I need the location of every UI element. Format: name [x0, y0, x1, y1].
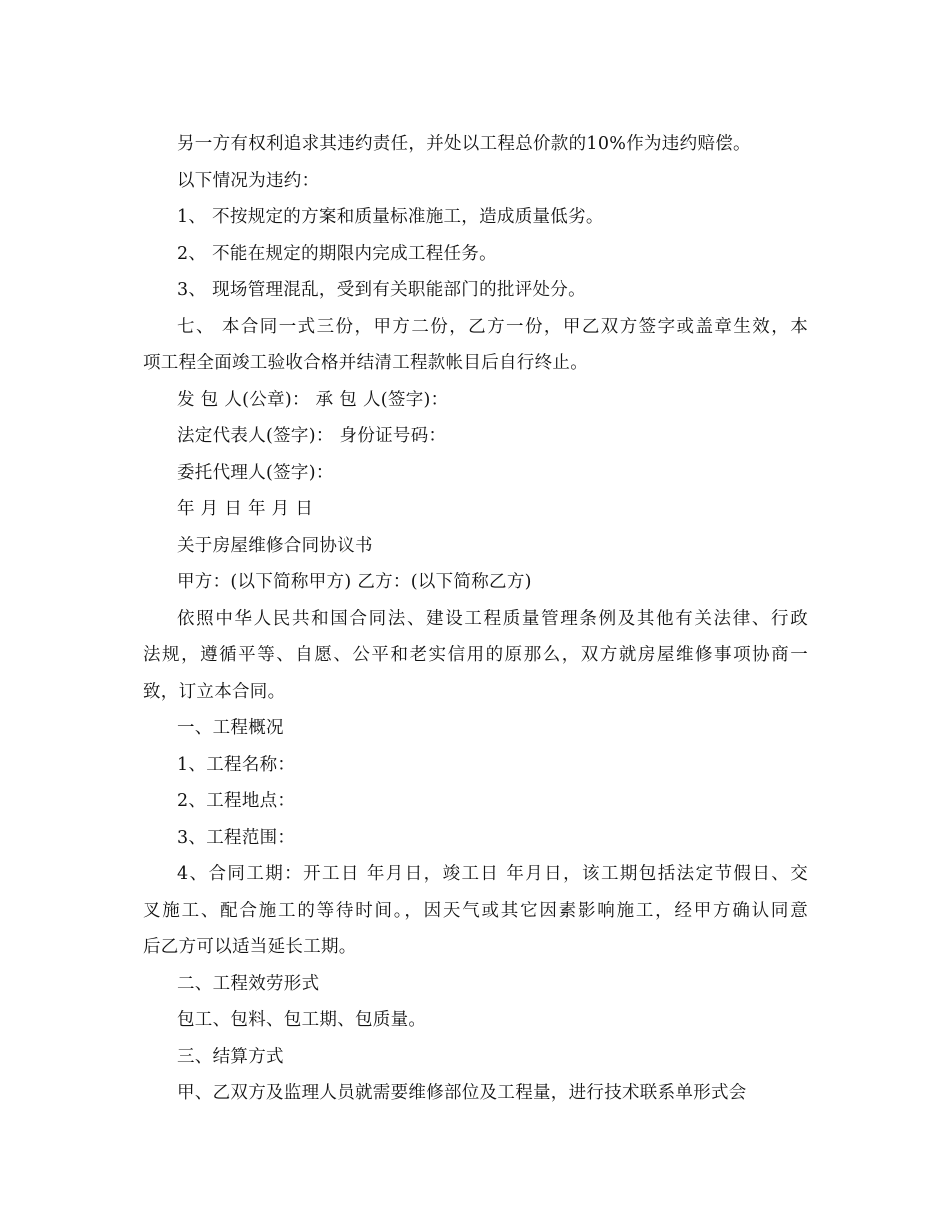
- section-heading: 二、工程效劳形式: [177, 973, 320, 994]
- text-line: 法规，遵循平等、自愿、公平和老实信用的原那么，双方就房屋维修事项协商一: [143, 645, 808, 665]
- parties-line: 甲方：(以下简称甲方) 乙方：(以下简称乙方): [177, 572, 532, 592]
- text-line: 甲、乙双方及监理人员就需要维修部位及工程量，进行技术联系单形式会: [177, 1083, 747, 1103]
- text-line: 项工程全面竣工验收合格并结清工程款帐目后自行终止。: [143, 353, 588, 373]
- document-title: 关于房屋维修合同协议书: [177, 535, 373, 556]
- list-item: 1、工程名称：: [177, 754, 296, 775]
- date-line: 年 月 日 年 月 日: [177, 499, 314, 519]
- text-line: 叉施工、配合施工的等待时间。，因天气或其它因素影响施工，经甲方确认同意: [143, 900, 808, 921]
- section-heading: 三、结算方式: [177, 1046, 284, 1067]
- document-body: [143, 126, 808, 1112]
- list-item: 2、工程地点：: [177, 791, 296, 811]
- text-line: 后乙方可以适当延长工期。: [143, 937, 357, 957]
- text-line: 以下情况为违约：: [177, 170, 320, 191]
- list-item: 1、 不按规定的方案和质量标准施工，造成质量低劣。: [177, 207, 604, 227]
- list-item: 3、工程范围：: [177, 827, 296, 848]
- text-line: 七、 本合同一式三份，甲方二份，乙方一份，甲乙双方签字或盖章生效，本: [177, 316, 808, 337]
- text-line: 包工、包料、包工期、包质量。: [177, 1010, 427, 1030]
- text-line: 另一方有权利追求其违约责任，并处以工程总价款的10%作为违约赔偿。: [177, 134, 751, 154]
- list-item: 2、 不能在规定的期限内完成工程任务。: [177, 243, 497, 264]
- signature-line: 委托代理人(签字)：: [177, 462, 334, 483]
- list-item: 3、 现场管理混乱，受到有关职能部门的批评处分。: [177, 280, 586, 300]
- signature-line: 发 包 人(公章)： 承 包 人(签字)：: [177, 389, 449, 410]
- list-item: 4、合同工期：开工日 年月日，竣工日 年月日，该工期包括法定节假日、交: [177, 864, 808, 884]
- signature-line: 法定代表人(签字)： 身份证号码：: [177, 426, 447, 446]
- section-heading: 一、工程概况: [177, 718, 284, 738]
- text-line: 致，订立本合同。: [143, 681, 286, 702]
- text-line: 依照中华人民共和国合同法、建设工程质量管理条例及其他有关法律、行政: [177, 608, 808, 629]
